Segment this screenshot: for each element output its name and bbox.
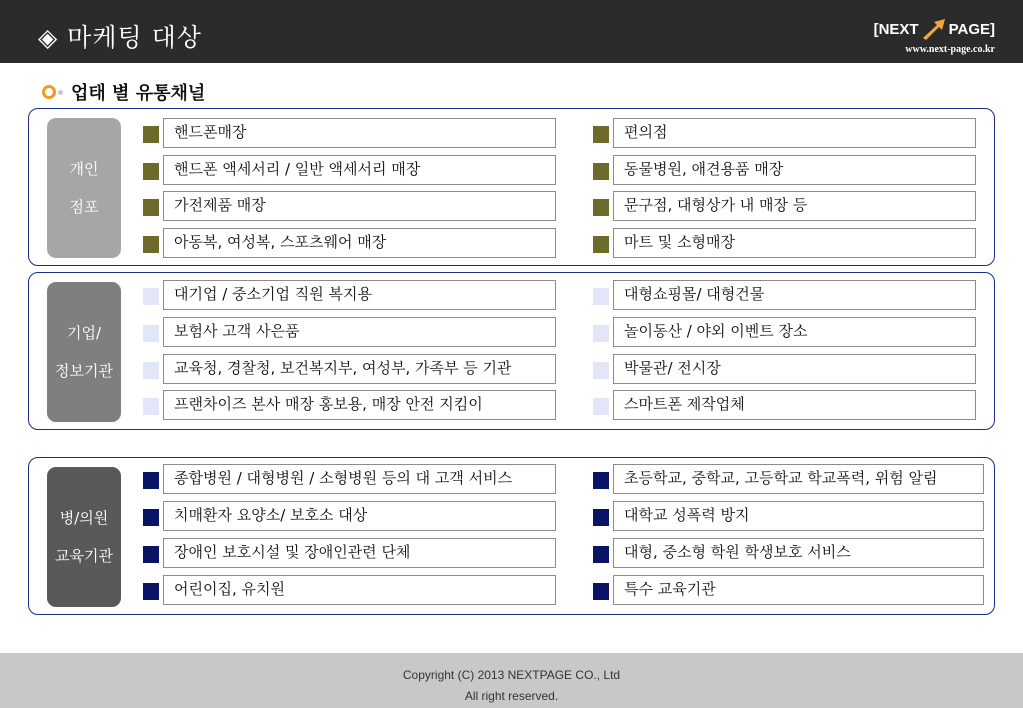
marker-icon (593, 236, 609, 253)
marker-icon (143, 398, 159, 415)
marker-icon (593, 509, 609, 526)
marker-icon (593, 546, 609, 563)
marker-icon (143, 472, 159, 489)
group-individual-stores: 개인 점포 핸드폰매장 핸드폰 액세서리 / 일반 액세서리 매장 가전제품 매장 아동복, 여성복, 스포츠웨어 매장 편의점 동물병원, 애견용품 매장 문구점, 대형상가 내 매장 등 마트 및 소형매장 (28, 108, 995, 266)
marker-icon (593, 398, 609, 415)
brand-right-text: PAGE] (948, 20, 995, 38)
marker-icon (143, 199, 159, 216)
marker-icon (143, 546, 159, 563)
group-hospitals-education: 병/의원 교육기관 종합병원 / 대형병원 / 소형병원 등의 대 고객 서비스 치매환자 요양소/ 보호소 대상 장애인 보호시설 및 장애인관련 단체 어린이집, 유치원 초등학교, 중학교, 고등학교 학교폭력, 위험 알림 대학교 성폭력 방지 대형, 중소형 학원 학생보호 서비스 특수 교육기관 (28, 457, 995, 615)
marker-icon (593, 126, 609, 143)
category-label: 기업/ 정보기관 (47, 282, 121, 422)
section-heading (42, 79, 205, 105)
marker-icon (143, 288, 159, 305)
bullet-icon (42, 85, 63, 99)
marker-icon (143, 236, 159, 253)
group-companies-agencies: 기업/ 정보기관 대기업 / 중소기업 직원 복지용 보험사 고객 사은품 교육청, 경찰청, 보건복지부, 여성부, 가족부 등 기관 프랜차이즈 본사 매장 홍보용, 매장 안전 지킴이 대형쇼핑몰/ 대형건물 놀이동산 / 야외 이벤트 장소 박물관/ 전시장 스마트폰 제작업체 (28, 272, 995, 430)
marker-icon (143, 325, 159, 342)
arrow-icon (921, 18, 947, 40)
marker-icon (143, 509, 159, 526)
section-title: 업태 별 유통채널 (71, 83, 206, 104)
brand-logo (874, 18, 995, 55)
category-label: 병/의원 교육기관 (47, 467, 121, 607)
category-label: 개인 점포 (47, 118, 121, 258)
page-title: ◈ 마케팅 대상 (38, 23, 202, 52)
copyright-text: Copyright (C) 2013 NEXTPAGE CO., Ltd (402, 668, 621, 682)
rights-text: All right reserved. (464, 689, 559, 703)
brand-url: www.next-page.co.kr (905, 44, 995, 55)
footer (0, 653, 1023, 708)
marker-icon (593, 288, 609, 305)
marker-icon (593, 472, 609, 489)
marker-icon (143, 126, 159, 143)
marker-icon (593, 583, 609, 600)
marker-icon (593, 163, 609, 180)
marker-icon (593, 325, 609, 342)
marker-icon (143, 583, 159, 600)
marker-icon (593, 199, 609, 216)
marker-icon (143, 163, 159, 180)
marker-icon (143, 362, 159, 379)
marker-icon (593, 362, 609, 379)
header-bar (0, 0, 1023, 63)
brand-left-text: [NEXT (873, 20, 919, 38)
